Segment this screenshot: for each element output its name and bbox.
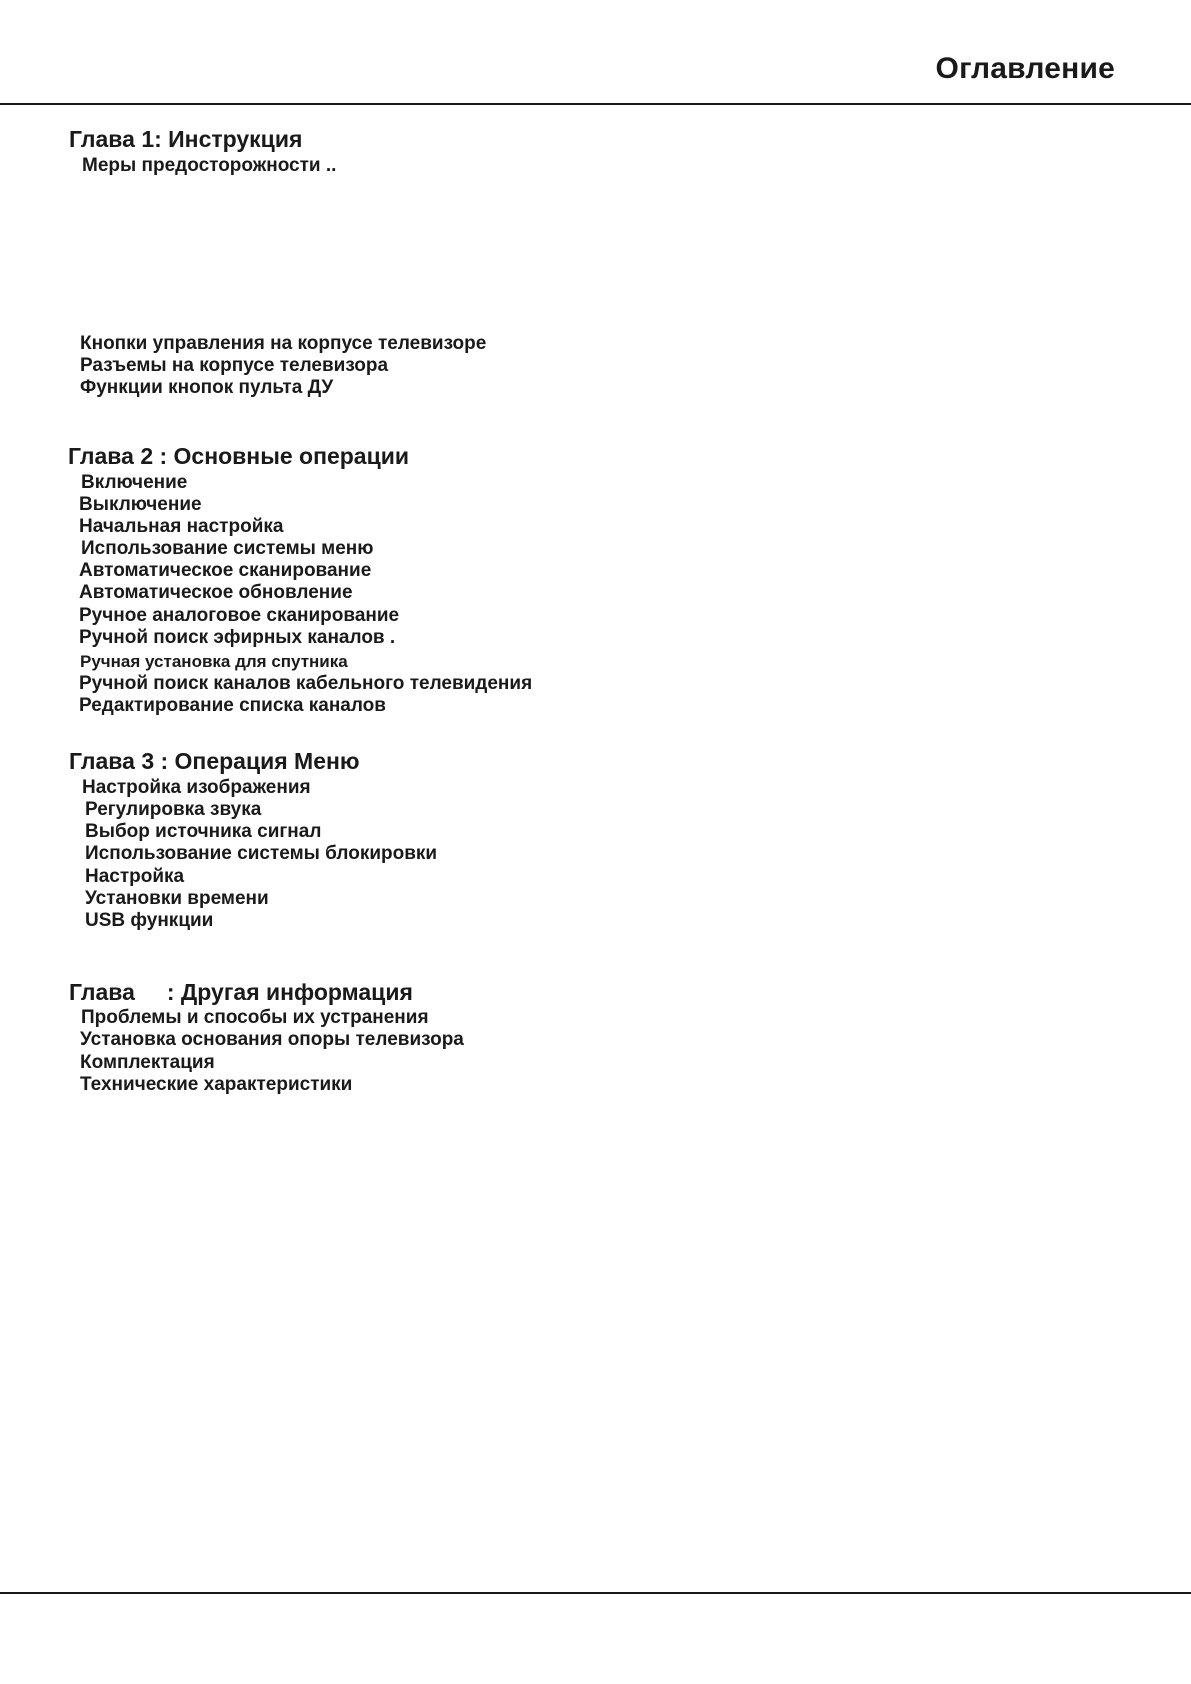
toc-item: Включение [81, 472, 188, 493]
toc-item: Функции кнопок пульта ДУ [80, 377, 334, 398]
header-divider [0, 103, 1191, 105]
toc-item: Выбор источника сигнал [85, 821, 322, 842]
toc-item: Настройка изображения [82, 777, 311, 798]
toc-item: Автоматическое сканирование [79, 560, 372, 581]
page-title: Оглавление [935, 52, 1115, 85]
toc-item: Редактирование списка каналов [79, 695, 386, 716]
toc-item: Кнопки управления на корпусе телевизоре [80, 333, 487, 354]
toc-item: Использование системы меню [81, 538, 374, 559]
toc-item: Регулировка звука [85, 799, 262, 820]
toc-item: Меры предосторожности .. [82, 155, 337, 176]
toc-item: Установки времени [85, 888, 269, 909]
toc-item: Проблемы и способы их устранения [81, 1007, 429, 1028]
toc-item: Разъемы на корпусе телевизора [80, 355, 389, 376]
toc-item: Автоматическое обновление [79, 582, 353, 603]
toc-item: Выключение [79, 494, 202, 515]
toc-item: Ручной поиск каналов кабельного телевидения [79, 673, 533, 694]
footer-divider [0, 1592, 1191, 1594]
chapter-4-title: Глава : Другая информация [69, 979, 413, 1005]
toc-item: Установка основания опоры телевизора [80, 1029, 464, 1050]
toc-item: Технические характеристики [80, 1074, 353, 1095]
toc-item: Ручное аналоговое сканирование [79, 605, 400, 626]
toc-item: Начальная настройка [79, 516, 284, 537]
toc-item: Использование системы блокировки [85, 843, 438, 864]
chapter-1-title: Глава 1: Инструкция [69, 126, 303, 152]
toc-item: Ручной поиск эфирных каналов . [79, 627, 396, 648]
toc-item: Ручная установка для спутника [80, 652, 348, 671]
chapter-2-title: Глава 2 : Основные операции [68, 443, 410, 469]
chapter-3-title: Глава 3 : Операция Меню [69, 748, 360, 774]
toc-item: Комплектация [80, 1052, 215, 1073]
toc-item: USB функции [85, 910, 214, 931]
toc-item: Настройка [85, 866, 185, 887]
